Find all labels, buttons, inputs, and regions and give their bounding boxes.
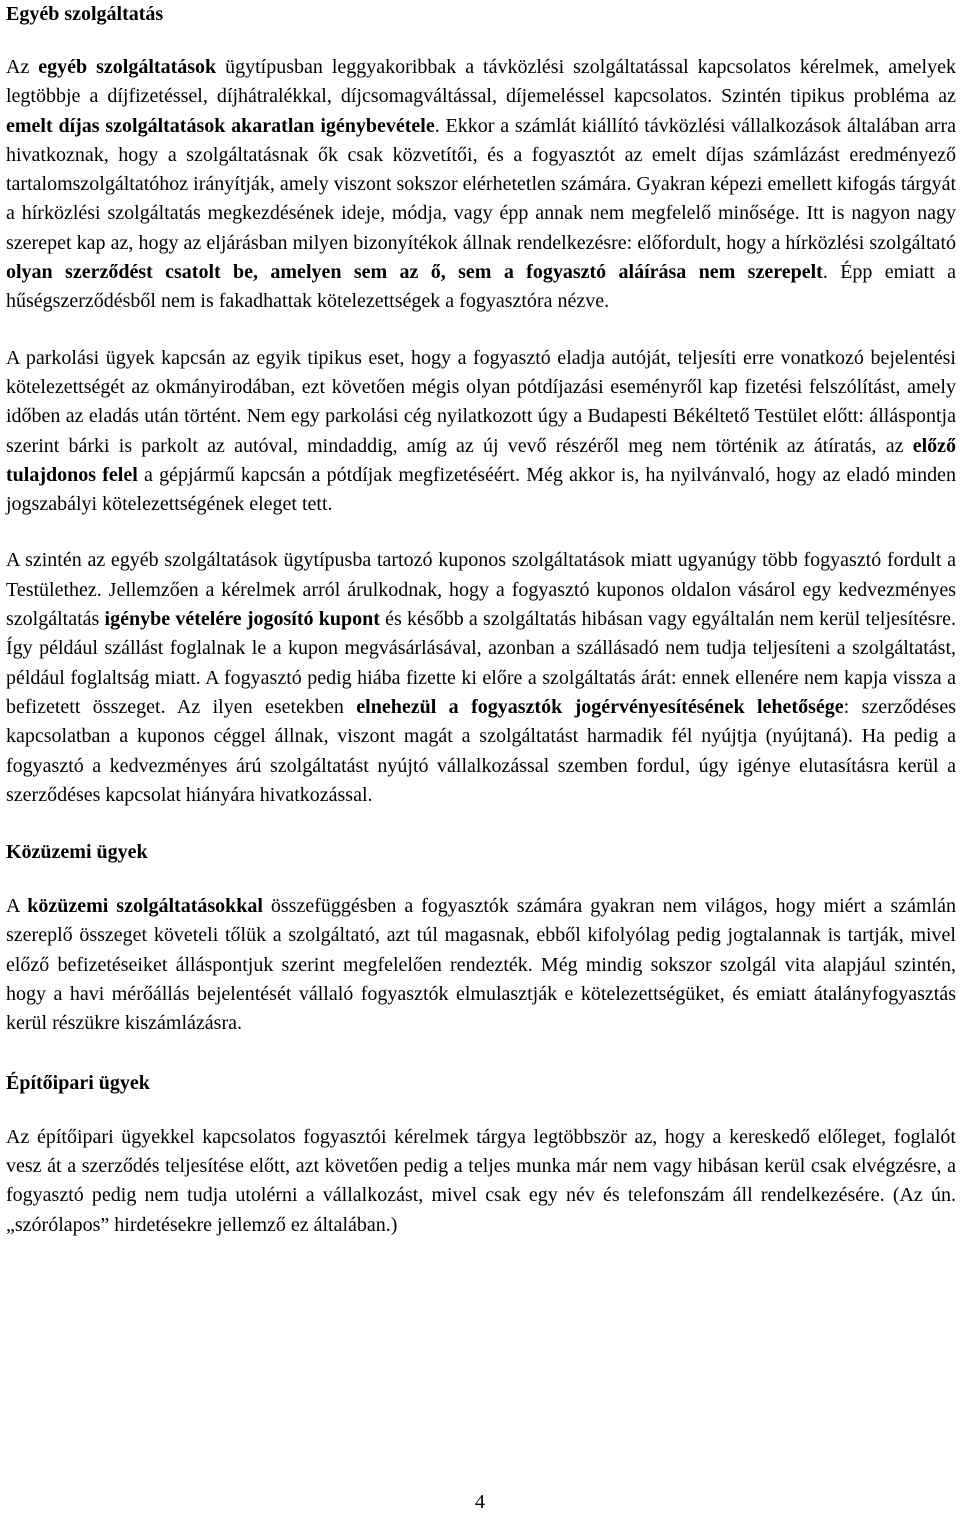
text-run: Az	[6, 56, 39, 78]
paragraph	[6, 892, 956, 1038]
page-number: 4	[475, 1491, 485, 1513]
bold-text-run: közüzemi szolgáltatásokkal	[27, 895, 263, 918]
text-run: Az építőipari ügyekkel kapcsolatos fogyasztói kérelmek tárgya legtöbbször az, hogy a kereskedő előleget, foglalót vesz át a szerződés teljesítése előtt, azt követően pedig a teljes munka már nem vagy hibásan kerül csak elvégzésre, a fogyasztó pedig nem tudja utolérni a vállalkozást, mivel csak egy név és telefonszám áll rendelkezésére. (Az ún. „szórólapos” hirdetésekre jellemző ez általában.)	[6, 1125, 956, 1236]
paragraph	[6, 344, 956, 520]
document-page	[6, 0, 956, 1240]
text-run: és később a szolgáltatás hibásan vagy egyáltalán nem kerül teljesítésre. Így például szállást foglalnak le a kupon megvásárlásával, azonban a szállásadó nem tudja teljesíteni a szolgáltatást, például foglaltság miatt. A fogyasztó pedig hiába fizette ki előre a szolgáltatás árát: ennek ellenére nem kapja vissza a befizetett összeget. Az ilyen esetekben	[6, 608, 956, 718]
section-heading: Egyéb szolgáltatás	[6, 3, 164, 25]
paragraph	[6, 546, 956, 810]
bold-text-run: olyan szerződést csatolt be, amelyen sem az ő, sem a fogyasztó aláírása nem szerepelt	[6, 261, 823, 284]
text-run: összefüggésben a fogyasztók számára gyakran nem világos, hogy miért a számlán szereplő összeget követeli tőlük a szolgáltató, azt túl magasnak, ebből kifolyólag pedig jogtalannak is tartják, mivel előző befizetéseiket álláspontjuk szerint megfelelően rendezték. Még mindig sokszor szolgál vita alapjául szintén, hogy a havi mérőállás bejelentését vállaló fogyasztók elmulasztják e kötelezettségüket, és emiatt átalányfogyasztás kerül részükre kiszámlázásra.	[6, 895, 956, 1035]
text-run: . Ekkor a számlát kiállító távközlési vállalkozások általában arra hivatkoznak, hogy a szolgáltatásnak ők csak közvetítői, és a fogyasztót az emelt díjas számlázást eredményező tartalomszolgáltatóhoz irányítják, amely viszont sokszor elérhetetlen számára. Gyakran képezi emellett kifogás tárgyát a hírközlési szolgáltatás megkezdésének ideje, módja, vagy épp annak nem megfelelő minősége. Itt is nagyon nagy szerepet kap az, hogy az eljárásban milyen bizonyítékok állnak rendelkezésre: előfordult, hogy a hírközlési szolgáltató	[6, 114, 956, 254]
text-run: A szintén az egyéb szolgáltatások ügytípusba tartozó kuponos szolgáltatások miatt ugyanúgy több fogyasztó fordult a Testülethez. Jellemzően a kérelmek arról árulkodnak, hogy a fogyasztó kuponos oldalon vásárol egy kedvezményes szolgáltatás	[6, 549, 956, 631]
text-run: ügytípusban leggyakoribbak a távközlési szolgáltatással kapcsolatos kérelmek, amelyek legtöbbje a díjfizetéssel, díjhátralékkal, díjcsomagváltással, díjemeléssel kapcsolatos. Szintén tipikus probléma az	[6, 56, 956, 108]
text-run: a gépjármű kapcsán a pótdíjak megfizetéséért. Még akkor is, ha nyilvánvaló, hogy az eladó minden jogszabályi kötelezettségének eleget tett.	[6, 463, 956, 516]
bold-text-run: igénybe vételére jogosító kupont	[104, 608, 380, 631]
bold-text-run: elnehezül a fogyasztók jogérvényesítésének lehetősége	[356, 695, 844, 718]
paragraph	[6, 1123, 956, 1240]
section-heading: Építőipari ügyek	[6, 1071, 150, 1094]
paragraph	[6, 53, 956, 317]
bold-text-run: emelt díjas szolgáltatások akaratlan igénybevétele	[6, 114, 435, 137]
section-heading: Közüzemi ügyek	[6, 841, 148, 864]
text-run: A	[6, 895, 28, 918]
bold-text-run: egyéb szolgáltatások	[38, 56, 217, 78]
text-run: . Épp emiatt a hűségszerződésből nem is fakadhattak kötelezettségek a fogyasztóra nézve.	[6, 261, 957, 313]
text-run: : szerződéses kapcsolatban a kuponos céggel állnak, viszont magát a szolgáltatást harmadik fél nyújtja (nyújtaná). Ha pedig a fogyasztó a kedvezményes árú szolgáltatást nyújtó vállalkozással szemben fordul, úgy igénye elutasításra kerül a szerződéses kapcsolat hiányára hivatkozással.	[6, 695, 956, 806]
text-run: A parkolási ügyek kapcsán az egyik tipikus eset, hogy a fogyasztó eladja autóját, teljesíti erre vonatkozó bejelentési kötelezettségét az okmányirodában, ezt követően mégis olyan pótdíjazási eseményről kap fizetési felszólítást, amely időben az eladás után történt. Nem egy parkolási cég nyilatkozott úgy a Budapesti Békéltető Testület előtt: álláspontja szerint bárki is parkolt az autóval, mindaddig, amíg az új vevő részéről meg nem történik az átíratás, az	[6, 346, 956, 457]
bold-text-run: előző tulajdonos felel	[6, 434, 956, 486]
